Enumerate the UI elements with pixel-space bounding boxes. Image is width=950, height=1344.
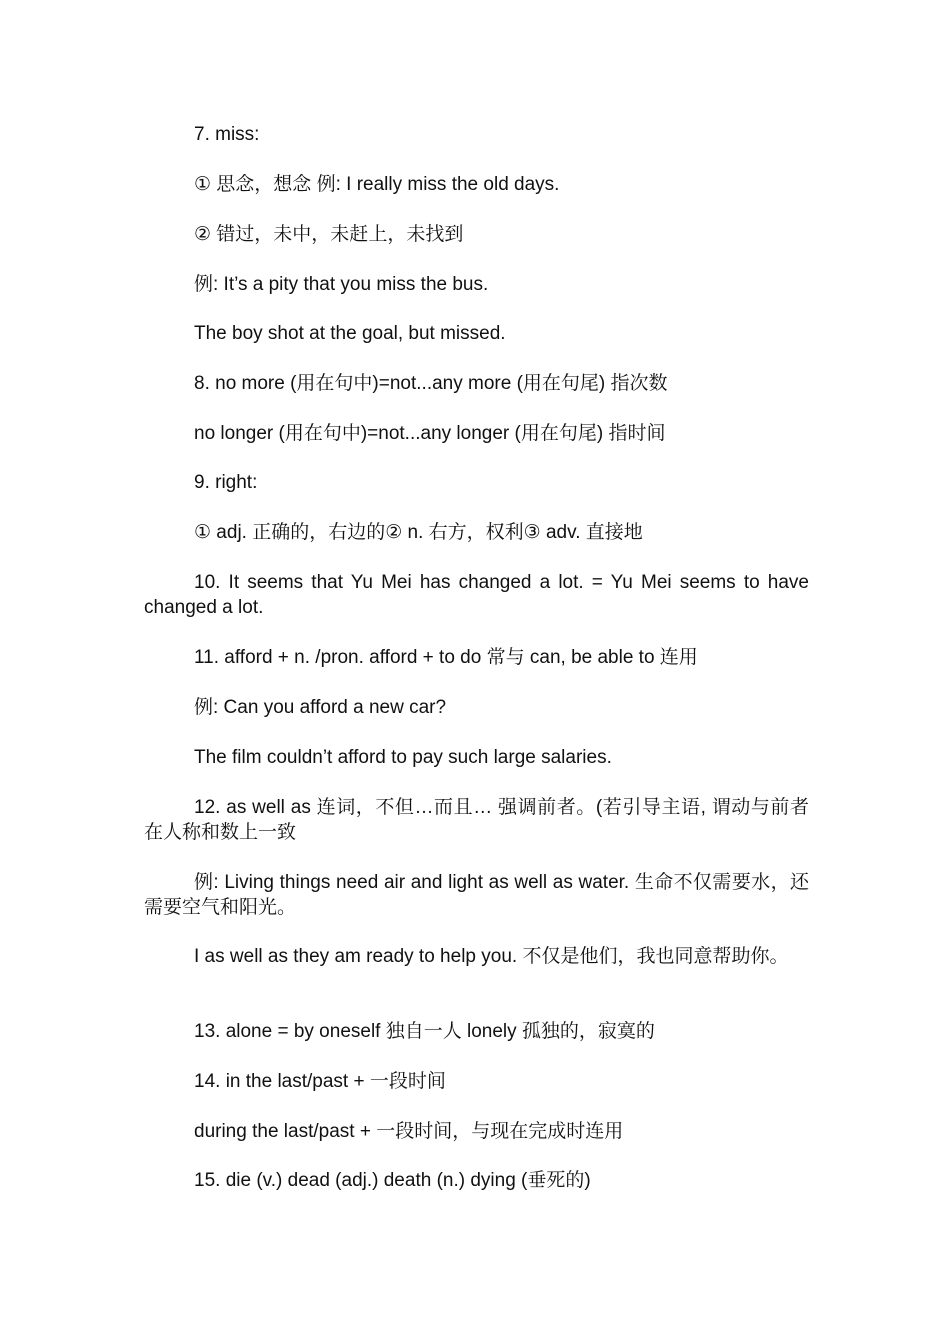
item-11-example-2: The film couldn’t afford to pay such large salaries. (194, 747, 612, 768)
item-10-paragraph: 10. It seems that Yu Mei has changed a lot. = Yu Mei seems to have changed a lot. (144, 572, 809, 618)
item-9-meanings: ① adj. 正确的，右边的② n. 右方，权利③ adv. 直接地 (194, 522, 643, 543)
item-7-example-2: The boy shot at the goal, but missed. (194, 323, 506, 344)
item-13-line: 13. alone = by oneself 独自一人 lonely 孤独的，寂寞的 (194, 1021, 655, 1042)
item-15-line: 15. die (v.) dead (adj.) death (n.) dying (垂死的) (194, 1170, 591, 1191)
item-14-line-2: during the last/past + 一段时间，与现在完成时连用 (194, 1121, 624, 1142)
item-8-line-1: 8. no more (用在句中)=not...any more (用在句尾) 指次数 (194, 373, 668, 394)
item-7-heading: 7. miss: (194, 124, 260, 145)
item-14-line-1: 14. in the last/past + 一段时间 (194, 1071, 446, 1092)
item-11-heading: 11. afford + n. /pron. afford + to do 常与 can, be able to 连用 (194, 647, 698, 668)
item-12-example-2: I as well as they am ready to help you. 不仅是他们，我也同意帮助你。 (194, 946, 789, 967)
item-12-example-1: 例: Living things need air and light as well as water. 生命不仅需要水，还需要空气和阳光。 (144, 872, 809, 918)
item-12-paragraph: 12. as well as 连词，不但…而且… 强调前者。(若引导主语, 谓动与前者在人称和数上一致 (144, 797, 809, 843)
item-7-meaning-1: ① 思念，想念 例: I really miss the old days. (194, 174, 560, 195)
item-8-line-2: no longer (用在句中)=not...any longer (用在句尾) 指时间 (194, 423, 666, 444)
item-7-meaning-2: ② 错过，未中，未赶上，未找到 (194, 224, 464, 245)
item-11-example-1: 例: Can you afford a new car? (194, 697, 447, 718)
item-7-example-1: 例: It’s a pity that you miss the bus. (194, 274, 489, 295)
item-9-heading: 9. right: (194, 472, 258, 493)
